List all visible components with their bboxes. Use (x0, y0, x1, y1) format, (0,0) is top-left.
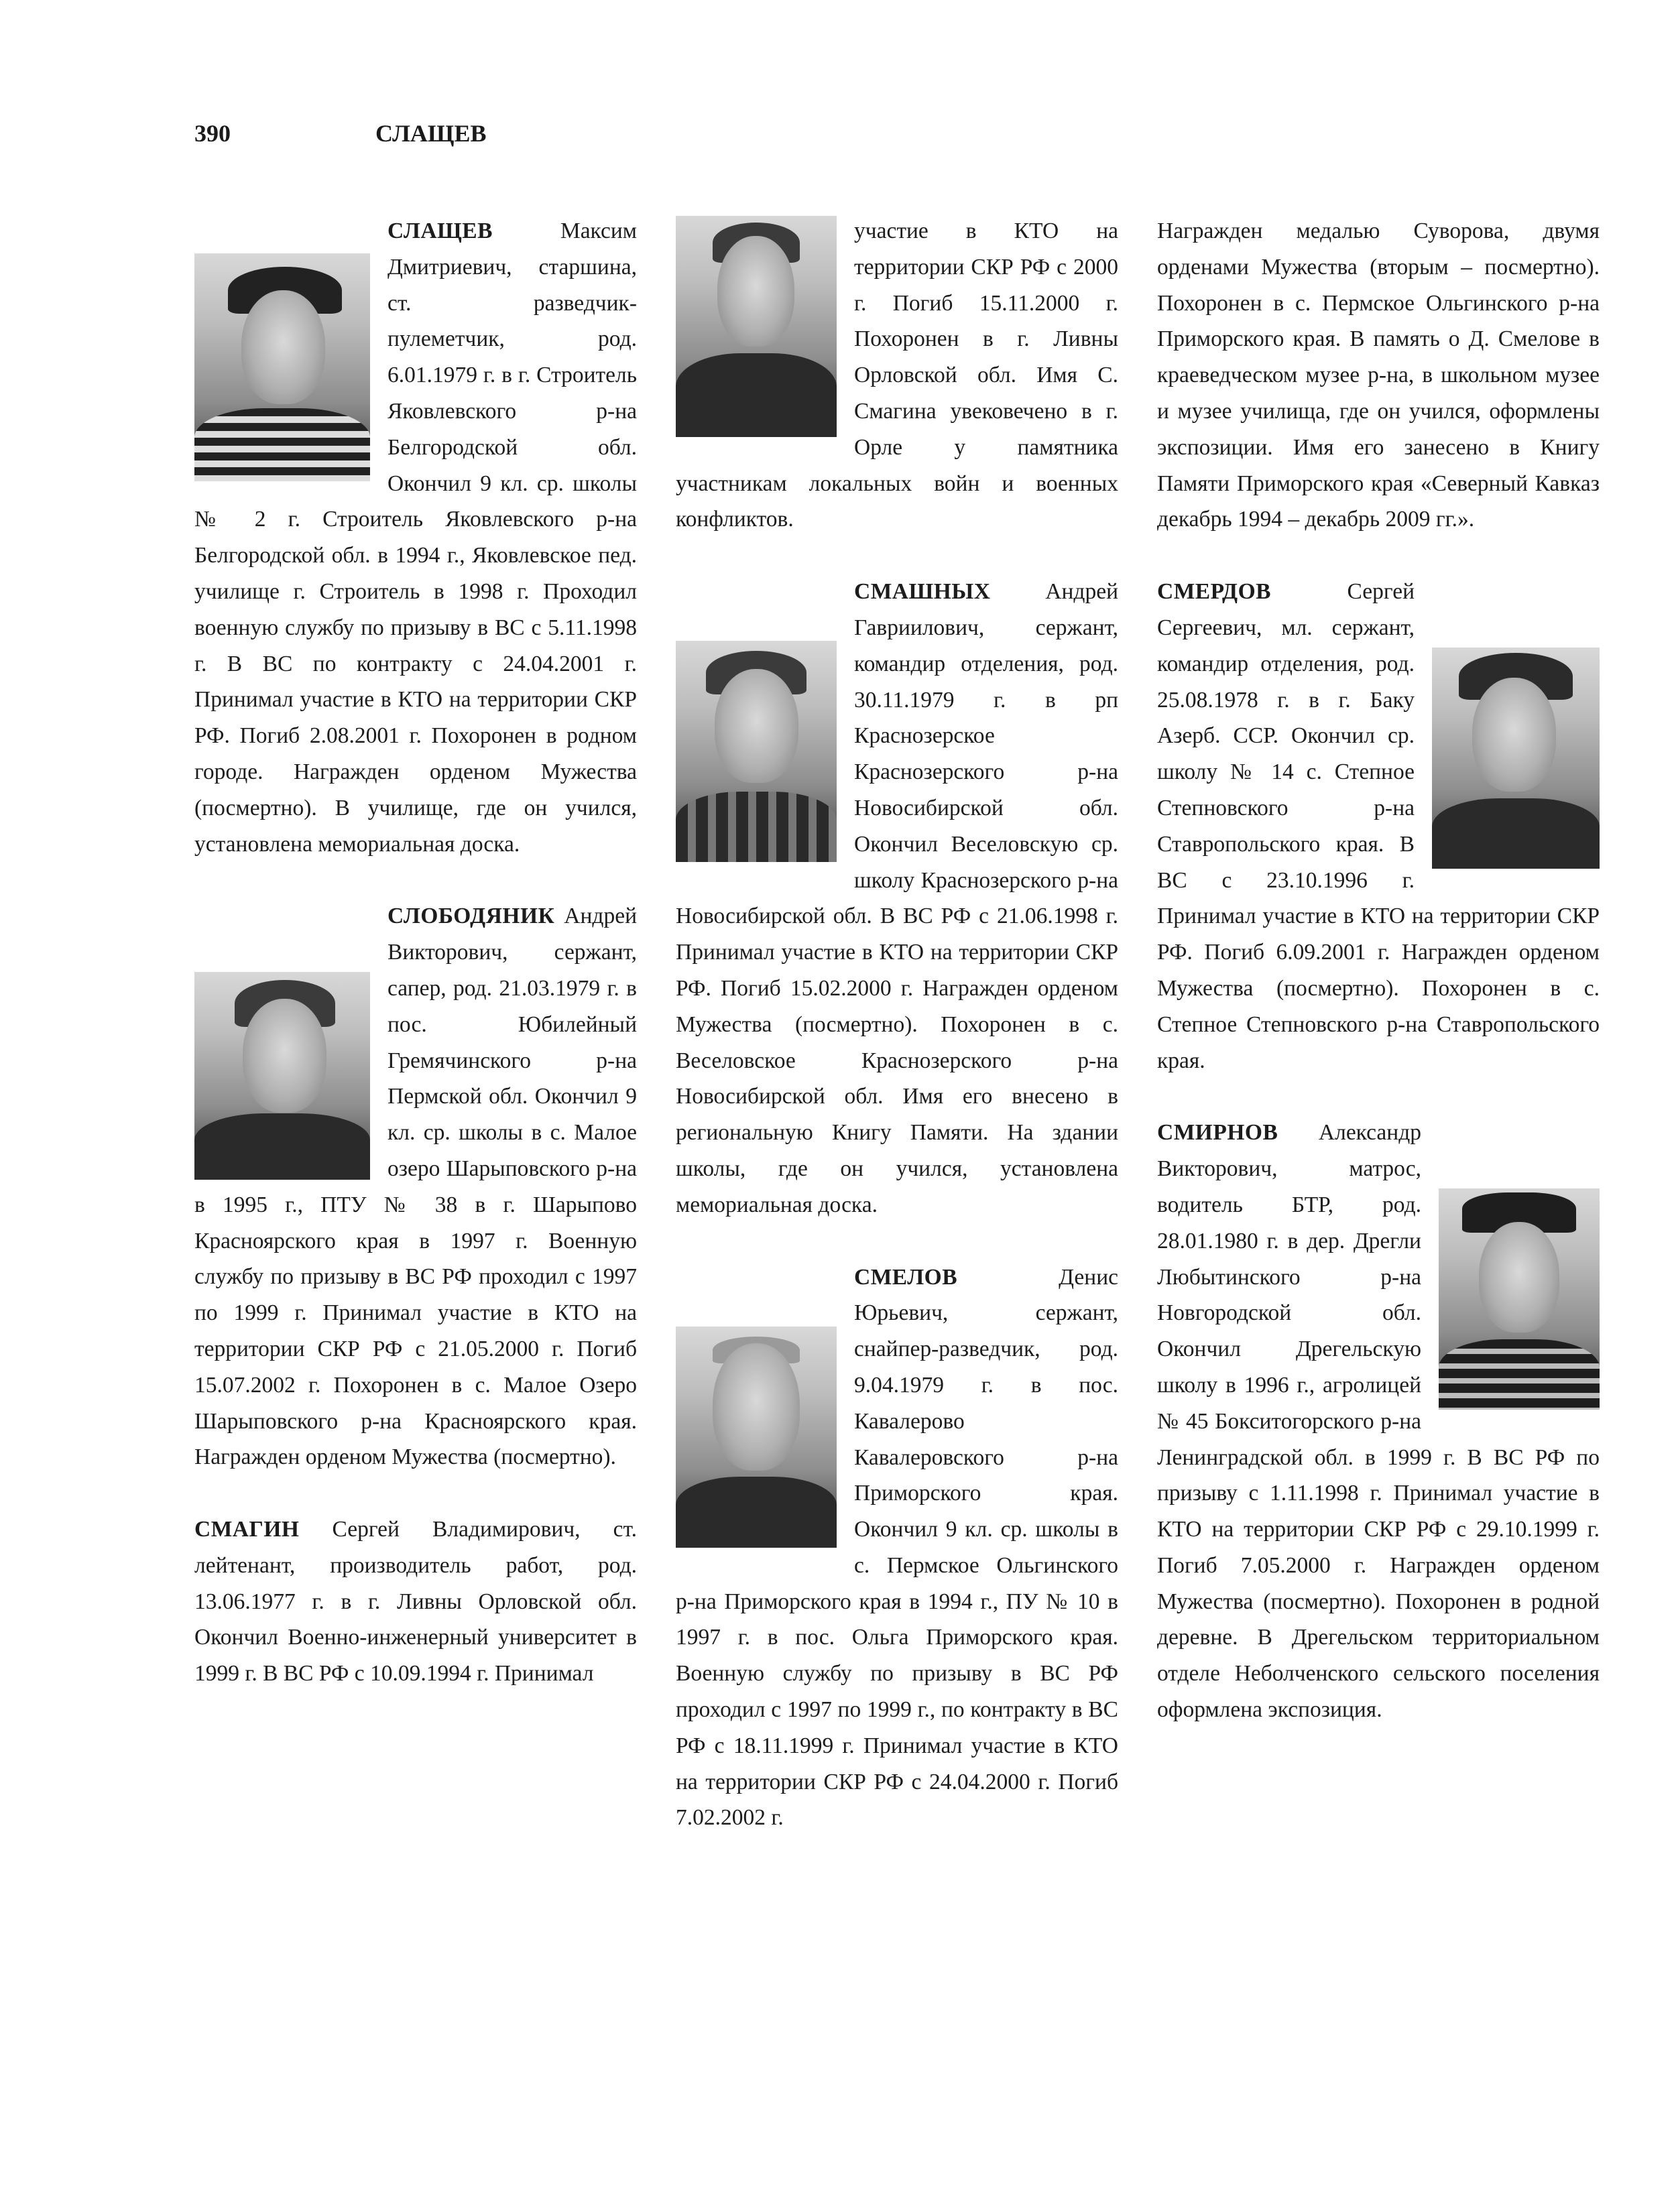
entry-text: Сергей Владимирович, ст. лейтенант, производитель работ, род. 13.06.1977 г. в г. Ливны Орловской обл. Окончил Военно-инженерный университет в 1999 г. В ВС РФ с 10.09.1994 г. Принимал (194, 1517, 637, 1686)
column-3 (1157, 213, 1600, 1764)
entry-text: Андрей Викторович, сержант, сапер, род. 21.03.1979 г. в пос. Юбилейный Гремячинского р-на Пермской обл. Окончил 9 кл. ср. школы в с. Малое озеро Шарыповского р-на в 1995 г., ПТУ № 38 в г. Шарыпово Красноярского края в 1997 г. Военную службу по призыву в ВС РФ проходил с 1997 по 1999 г. Принимал участие в КТО на территории СКР РФ с 21.05.2000 г. Погиб 15.07.2002 г. Похоронен в с. Малое Озеро Шарыповского р-на Красноярского края. Награжден орденом Мужества (посмертно). (194, 904, 637, 1470)
entry-name: СЛАЩЕВ (387, 219, 493, 243)
entry-smerdov (1157, 574, 1600, 1079)
portrait-photo-slobodyanik (194, 972, 370, 1180)
entry-name: СМЕРДОВ (1157, 579, 1271, 605)
entry-slashchev (194, 213, 637, 862)
entry-smelov-continued (1157, 213, 1600, 538)
entry-name: СМАГИН (194, 1517, 300, 1542)
entry-text: Сергей Сергеевич, мл. сержант, командир отделения, род. 25.08.1978 г. в г. Баку Азерб. ССР. Окончил ср. школу № 14 с. Степное Степновского р-на Ставропольского края. В ВС с 23.10.1996 г. Принимал участие в КТО на территории СКР РФ. Погиб 6.09.2001 г. Награжден орденом Мужества (посмертно). Похоронен в с. Степное Степновского р-на Ставропольского края. (1157, 579, 1600, 1073)
column-2 (676, 213, 1118, 1872)
entry-smirnov (1157, 1115, 1600, 1728)
entry-name: СМИРНОВ (1157, 1120, 1278, 1146)
entry-smagin-continued (676, 213, 1118, 538)
entry-name: СМАШНЫХ (854, 579, 991, 605)
column-1 (194, 213, 637, 1728)
portrait-photo-smerdov (1432, 648, 1600, 869)
portrait-photo-smelov (676, 1327, 837, 1548)
running-title: СЛАЩЕВ (375, 120, 487, 147)
entry-smelov (676, 1259, 1118, 1837)
entry-text: Максим Дмитриевич, старшина, ст. разведчик-пулеметчик, род. 6.01.1979 г. в г. Строитель Яковлевского р-на Белгородской обл. Окончил 9 кл. ср. школы № 2 г. Строитель Яковлевского р-на Белгородской обл. в 1994 г., Яковлевское пед. училище г. Строитель в 1998 г. Проходил военную службу по призыву в ВС с 5.11.1998 г. В ВС по контракту с 24.04.2001 г. Принимал участие в КТО на территории СКР РФ. Погиб 2.08.2001 г. Похоронен в родном городе. Награжден орденом Мужества (посмертно). В училище, где он учился, установлена мемориальная доска. (194, 219, 637, 857)
entry-name: СМЕЛОВ (854, 1264, 958, 1290)
running-header (194, 119, 486, 147)
entry-text: Александр Викторович, матрос, водитель БТР, род. 28.01.1980 г. в дер. Дрегли Любытинского р-на Новгородской обл. Окончил Дрегельскую школу в 1996 г., агролицей № 45 Бокситогорского р-на Ленинградской обл. в 1999 г. В ВС РФ по призыву с 1.11.1998 г. Принимал участие в КТО на территории СКР РФ с 29.10.1999 г. Погиб 7.05.2000 г. Награжден орденом Мужества (посмертно). Похоронен в родной деревне. В Дрегельском территориальном отделе Неболченского сельского поселения оформлена экспозиция. (1157, 1120, 1600, 1723)
portrait-photo-smashnykh (676, 641, 837, 862)
entry-slobodyanik (194, 898, 637, 1475)
entry-name: СЛОБОДЯНИК (387, 904, 555, 929)
entry-text: участие в КТО на территории СКР РФ с 2000 г. Погиб 15.11.2000 г. Похоронен в г. Ливны Орловской обл. Имя С. Смагина увековечено в г. Орле у памятника участникам локальных войн и военных конфликтов. (676, 219, 1118, 532)
entry-text: Денис Юрьевич, сержант, снайпер-разведчик, род. 9.04.1979 г. в пос. Кавалерово Кавалеровского р-на Приморского края. Окончил 9 кл. ср. школы в с. Пермское Ольгинского р-на Приморского края в 1994 г., ПУ № 10 в 1997 г. в пос. Ольга Приморского края. Военную службу по призыву в ВС РФ проходил с 1997 по 1999 г., по контракту в ВС РФ с 18.11.1999 г. Принимал участие в КТО на территории СКР РФ с 24.04.2000 г. Погиб 7.02.2002 г. (676, 1264, 1118, 1831)
entry-text: Андрей Гавриилович, сержант, командир отделения, род. 30.11.1979 г. в рп Краснозерское Краснозерского р-на Новосибирской обл. Окончил Веселовскую ср. школу Краснозерского р-на Новосибирской обл. В ВС РФ с 21.06.1998 г. Принимал участие в КТО на территории СКР РФ. Погиб 15.02.2000 г. Награжден орденом Мужества (посмертно). Похоронен в с. Веселовское Краснозерского р-на Новосибирской обл. Имя его внесено в региональную Книгу Памяти. На здании школы, где он учился, установлена мемориальная доска. (676, 579, 1118, 1217)
portrait-photo-smagin (676, 216, 837, 437)
entry-text: Награжден медалью Суворова, двумя орденами Мужества (вторым – посмертно). Похоронен в с. Пермское Ольгинского р-на Приморского края. В память о Д. Смелове в краеведческом музее р-на, в школьном музее и музее училища, где он учился, оформлены экспозиции. Имя его занесено в Книгу Памяти Приморского края «Северный Кавказ декабрь 1994 – декабрь 2009 гг.». (1157, 219, 1600, 532)
page-number: 390 (194, 120, 231, 147)
entry-smashnykh (676, 574, 1118, 1223)
entry-smagin (194, 1512, 637, 1692)
portrait-photo-smirnov (1439, 1188, 1600, 1410)
portrait-photo-slashchev (194, 253, 370, 481)
